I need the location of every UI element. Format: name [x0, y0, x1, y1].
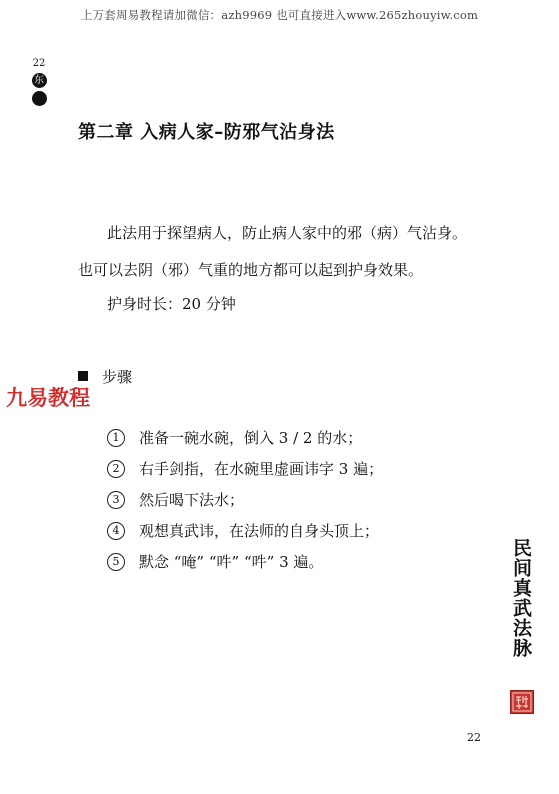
step-number-badge: 1	[107, 429, 125, 447]
seal-stamp-icon	[510, 690, 534, 714]
step-item	[107, 484, 383, 515]
side-page-marker	[26, 58, 52, 106]
steps-list	[107, 422, 383, 577]
step-item	[107, 422, 383, 453]
step-number-badge: 2	[107, 460, 125, 478]
page-number: 22	[467, 731, 481, 744]
header-banner: 上万套周易教程请加微信：azh9969 也可直接进入www.265zhouyiw.com	[80, 8, 479, 22]
step-number-badge: 4	[107, 522, 125, 540]
paragraph-2: 也可以去阴（邪）气重的地方都可以起到护身效果。	[78, 261, 424, 279]
step-text: 默念 “唵” “吽” “吽” 3 遍。	[139, 553, 324, 571]
side-marker-dot	[32, 91, 47, 106]
step-item	[107, 453, 383, 484]
step-text: 右手剑指，在水碗里虚画讳字 3 遍；	[139, 460, 384, 478]
step-number-badge: 3	[107, 491, 125, 509]
step-text: 准备一碗水碗，倒入 3 / 2 的水；	[139, 429, 363, 447]
step-text: 观想真武讳，在法师的自身头顶上；	[139, 522, 380, 540]
step-text: 然后喝下法水；	[139, 491, 245, 509]
side-marker-char: 东	[32, 73, 47, 88]
paragraph-3: 护身时长：20 分钟	[107, 295, 236, 313]
chapter-title: 第二章 入病人家–防邪气沾身法	[78, 122, 335, 143]
section-title: 步骤	[102, 368, 133, 386]
step-number-badge: 5	[107, 553, 125, 571]
step-item	[107, 546, 383, 577]
paragraph-1: 此法用于探望病人，防止病人家中的邪（病）气沾身。	[107, 224, 468, 242]
vertical-book-title: 民间真武法脉	[510, 538, 532, 658]
watermark-text: 九易教程	[6, 386, 90, 410]
side-page-number: 22	[32, 58, 46, 69]
step-item	[107, 515, 383, 546]
square-bullet-icon	[78, 371, 88, 381]
